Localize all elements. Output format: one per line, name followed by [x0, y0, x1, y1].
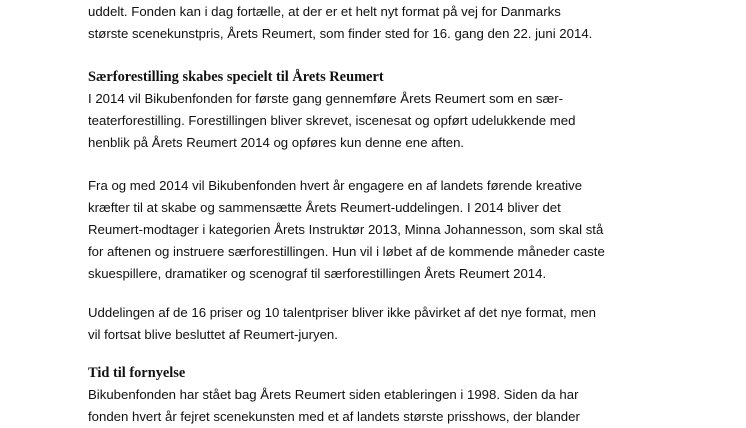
paragraph-line: Reumert-modtager i kategorien Årets Instruktør 2013, Minna Johannesson, som skal stå — [88, 222, 604, 237]
paragraph-line: for aftenen og instruere særforestillingen. Hun vil i løbet af de kommende måneder caste — [88, 244, 605, 259]
paragraph-line: fonden hvert år fejret scenekunsten med et af landets største prisshows, der blander — [88, 409, 580, 424]
paragraph-line: teaterforestilling. Forestillingen bliver skrevet, iscenesat og opført udelukkende med — [88, 113, 576, 128]
intro-line-1: uddelt. Fonden kan i dag fortælle, at der er et helt nyt format på vej for Danmarks — [88, 4, 561, 19]
paragraph-line: Fra og med 2014 vil Bikubenfonden hvert år engagere en af landets førende kreative — [88, 178, 583, 193]
section-heading-saerforestilling: Særforestilling skabes specielt til Årets Reumert — [88, 69, 384, 85]
paragraph-line: kræfter til at skabe og sammensætte Årets Reumert-uddelingen. I 2014 bliver det — [88, 200, 561, 215]
paragraph-line: Uddelingen af de 16 priser og 10 talentpriser bliver ikke påvirket af det nye format, men — [88, 305, 596, 320]
paragraph-line: I 2014 vil Bikubenfonden for første gang gennemføre Årets Reumert som en sær- — [88, 91, 563, 106]
paragraph-line: skuespillere, dramatiker og scenograf til særforestillingen Årets Reumert 2014. — [88, 266, 547, 281]
paragraph-line: henblik på Årets Reumert 2014 og opføres kun denne ene aften. — [88, 135, 465, 150]
intro-line-2: største scenekunstpris, Årets Reumert, som finder sted for 16. gang den 22. juni 2014. — [88, 26, 593, 41]
section-heading-tid-til-fornyelse: Tid til fornyelse — [88, 365, 186, 381]
paragraph-line: vil fortsat blive besluttet af Reumert-juryen. — [88, 327, 338, 342]
paragraph-line: Bikubenfonden har stået bag Årets Reumert siden etableringen i 1998. Siden da har — [88, 387, 579, 402]
